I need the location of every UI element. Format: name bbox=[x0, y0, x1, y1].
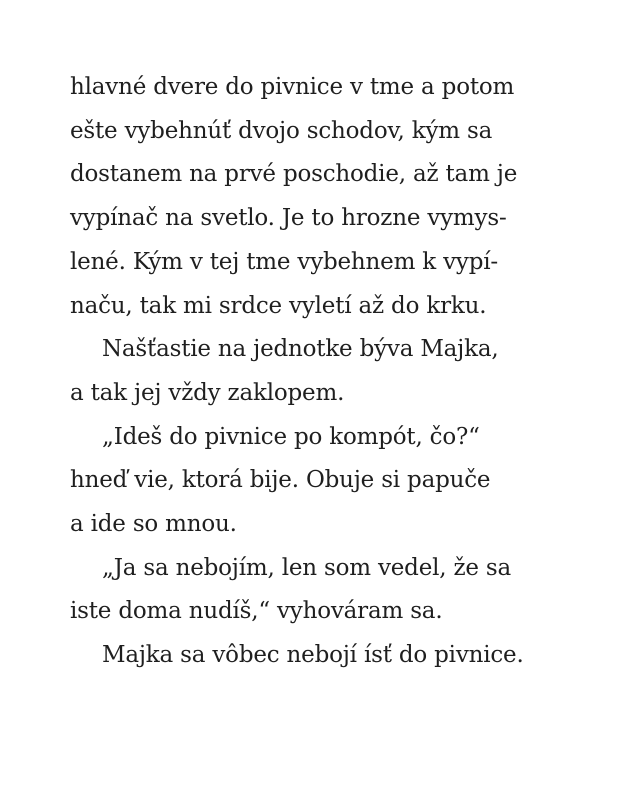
text-line: vypínač na svetlo. Je to hrozne vymys- bbox=[70, 205, 507, 232]
paragraph-start-line: „Ja sa nebojím, len som vedel, že sa bbox=[102, 554, 512, 581]
text-line: hlavné dvere do pivnice v tme a potom bbox=[70, 74, 515, 100]
text-line: dostanem na prvé poschodie, až tam je bbox=[70, 161, 518, 188]
text-line: lené. Kým v tej tme vybehnem k vypí- bbox=[70, 248, 498, 275]
body-text bbox=[70, 66, 590, 678]
paragraph-start-line: Majka sa vôbec nebojí ísť do pivnice. bbox=[102, 642, 524, 669]
text-line: a tak jej vždy zaklopem. bbox=[70, 379, 345, 406]
text-line: a ide so mnou. bbox=[70, 511, 237, 538]
text-line: ešte vybehnúť dvojo schodov, kým sa bbox=[70, 117, 493, 144]
text-line: naču, tak mi srdce vyletí až do krku. bbox=[70, 292, 487, 319]
paragraph-start-line: „Ideš do pivnice po kompót, čo?“ bbox=[102, 423, 480, 450]
paragraph-start-line: Našťastie na jednotke býva Majka, bbox=[102, 336, 499, 363]
text-line: iste doma nudíš,“ vyhováram sa. bbox=[70, 598, 443, 625]
text-line: hneď vie, ktorá bije. Obuje si papuče bbox=[70, 467, 491, 494]
